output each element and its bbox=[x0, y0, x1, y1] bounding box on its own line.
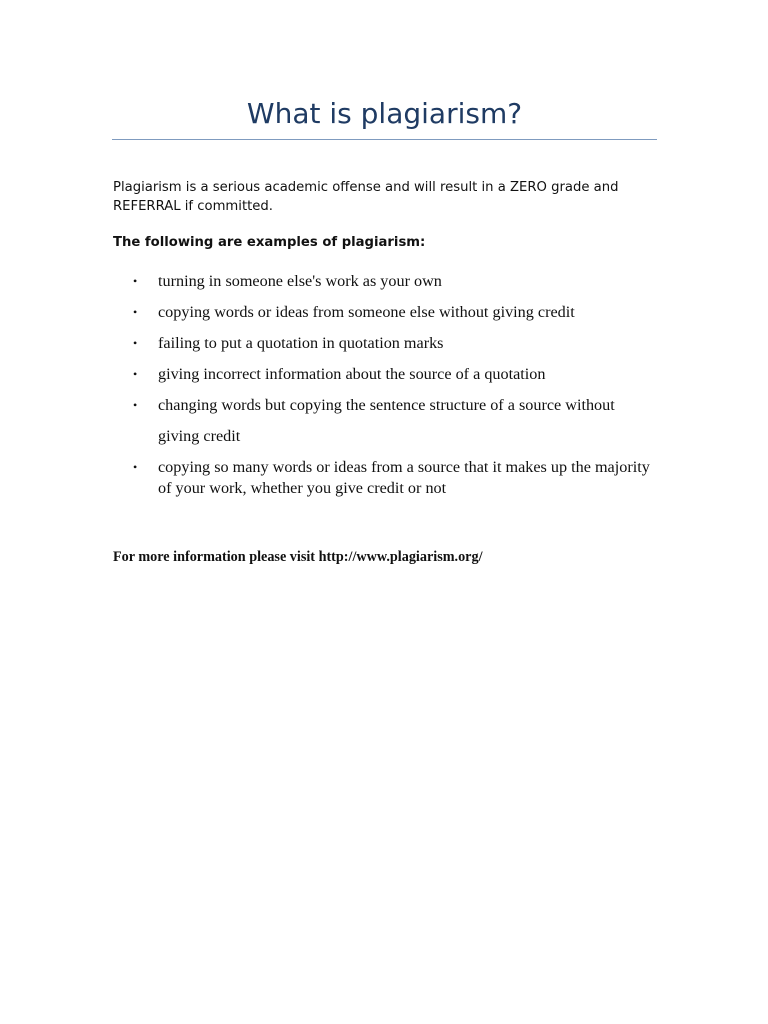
more-info-note bbox=[113, 548, 483, 567]
list-item bbox=[0, 297, 658, 328]
more-info-prefix: For more information please visit bbox=[113, 549, 319, 565]
list-item bbox=[0, 457, 658, 499]
list-item bbox=[0, 328, 658, 359]
examples-list bbox=[0, 266, 768, 499]
list-item bbox=[0, 359, 658, 390]
examples-heading: The following are examples of plagiarism: bbox=[113, 235, 426, 250]
plagiarism-org-link[interactable]: http://www.plagiarism.org/ bbox=[318, 549, 483, 565]
intro-paragraph: Plagiarism is a serious academic offense and will result in a ZERO grade and REFERRAL if committed. bbox=[113, 180, 619, 214]
title-divider bbox=[112, 139, 657, 140]
list-item-text: copying words or ideas from someone else without giving credit bbox=[158, 303, 575, 321]
list-item bbox=[0, 266, 658, 297]
list-item-text: changing words but copying the sentence structure of a source without giving credit bbox=[158, 396, 615, 445]
list-item-text: giving incorrect information about the source of a quotation bbox=[158, 365, 546, 383]
list-item-text: copying so many words or ideas from a source that it makes up the majority of your work, whether you give credit or not bbox=[158, 458, 650, 497]
list-item-text: failing to put a quotation in quotation marks bbox=[158, 334, 444, 352]
bullet-icon: • bbox=[133, 305, 138, 319]
bullet-icon: • bbox=[133, 336, 138, 350]
bullet-icon: • bbox=[133, 398, 138, 412]
bullet-icon: • bbox=[133, 274, 138, 288]
page-title: What is plagiarism? bbox=[246, 97, 523, 130]
bullet-icon: • bbox=[133, 460, 138, 474]
list-item-text: turning in someone else's work as your own bbox=[158, 272, 442, 290]
list-item bbox=[0, 390, 658, 452]
bullet-icon: • bbox=[133, 367, 138, 381]
